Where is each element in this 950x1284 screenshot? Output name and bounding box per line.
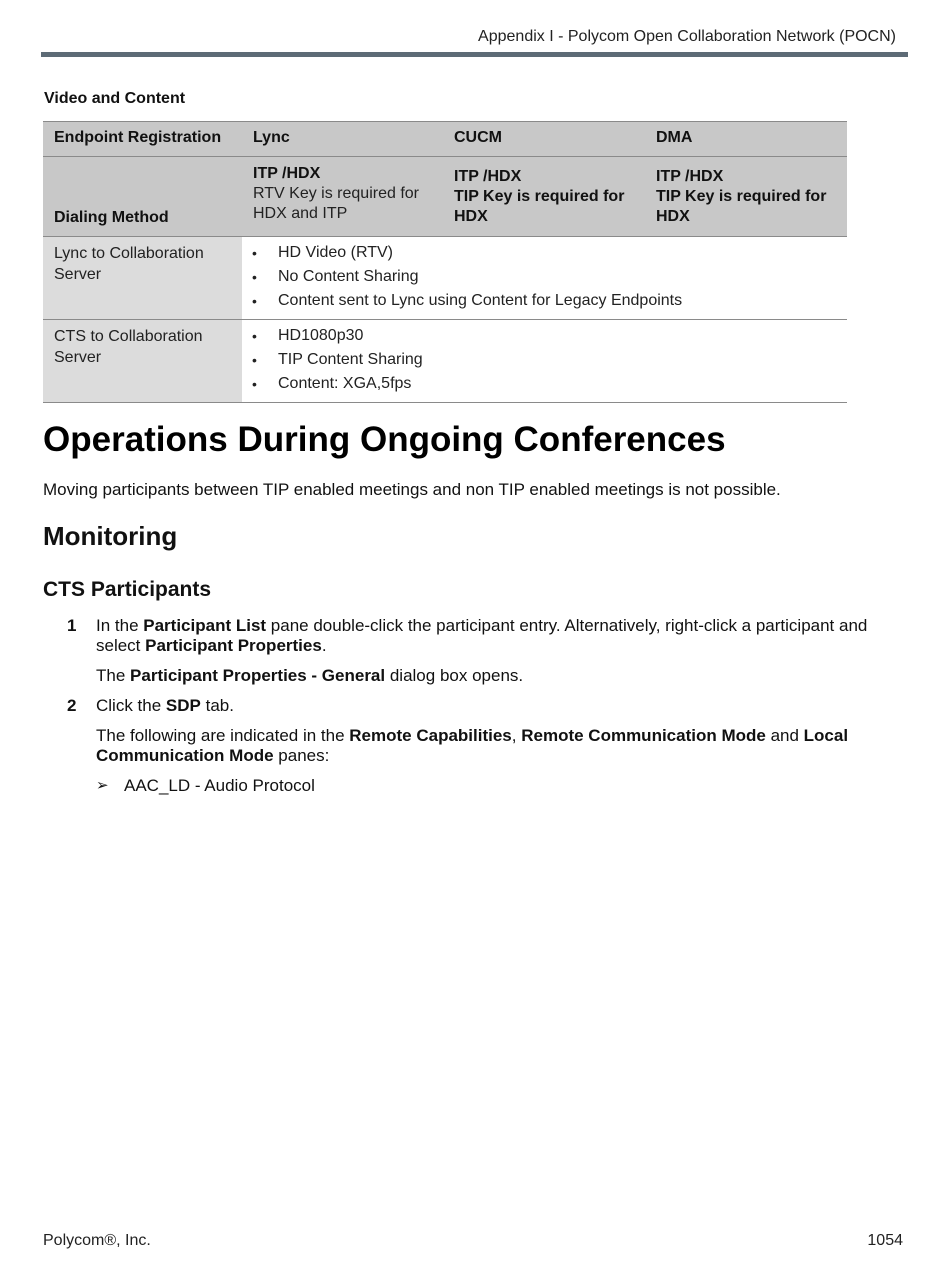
- row-label-lync-to-collaboration-server: Lync to Collaboration Server: [43, 237, 242, 319]
- bullet-item: • No Content Sharing: [252, 268, 419, 285]
- video-content-table: [43, 121, 847, 403]
- steps-list: [43, 616, 913, 796]
- footer-company: Polycom®, Inc.: [43, 1232, 151, 1249]
- column-header-endpoint-registration: Endpoint Registration: [54, 129, 222, 146]
- bullet-icon: •: [252, 328, 257, 344]
- dialing-cucm-note: TIP Key is required for HDX: [454, 188, 625, 225]
- step-text: In the Participant List pane double-click the participant entry. Alternatively, right-click a participant and select Participant Properties.: [96, 616, 868, 655]
- bullet-icon: •: [252, 352, 257, 368]
- intro-paragraph: Moving participants between TIP enabled meetings and non TIP enabled meetings is not possible.: [43, 480, 781, 499]
- step-2: [43, 696, 913, 716]
- dialing-dma-note: TIP Key is required for HDX: [656, 188, 827, 225]
- step-1: [43, 616, 913, 656]
- step-text: Click the SDP tab.: [96, 696, 234, 715]
- monitoring-heading: Monitoring: [43, 521, 178, 551]
- step-1-result: The Participant Properties - General dialog box opens.: [96, 666, 524, 685]
- bullet-item: • TIP Content Sharing: [252, 351, 423, 368]
- section-label: Video and Content: [44, 90, 186, 107]
- dialing-method-row: [43, 157, 847, 237]
- table-row: [43, 237, 847, 320]
- cts-participants-heading: CTS Participants: [43, 578, 212, 601]
- bullet-icon: •: [252, 376, 257, 392]
- step-2-detail: The following are indicated in the Remote Capabilities, Remote Communication Mode and Local Communication Mode panes:: [96, 726, 849, 765]
- bullet-item: • HD Video (RTV): [252, 244, 393, 261]
- dialing-lync-title: ITP /HDX: [253, 165, 321, 182]
- bullet-item: • Content sent to Lync using Content for Legacy Endpoints: [252, 292, 683, 309]
- dialing-cucm-cell: [443, 157, 645, 236]
- bullet-icon: •: [252, 293, 257, 309]
- table-header-row: [43, 121, 847, 157]
- bullet-item: • Content: XGA,5fps: [252, 375, 412, 392]
- bullet-item: • HD1080p30: [252, 327, 364, 344]
- dialing-method-label: Dialing Method: [54, 209, 169, 226]
- dialing-dma-cell: [645, 157, 847, 236]
- step-number: 2: [67, 696, 77, 715]
- row-bullets: [242, 320, 847, 402]
- bullet-icon: •: [252, 269, 257, 285]
- dialing-lync-note: RTV Key is required for HDX and ITP: [253, 185, 419, 222]
- bullet-icon: •: [252, 245, 257, 261]
- dialing-cucm-title: ITP /HDX: [454, 168, 522, 185]
- row-bullets: [242, 237, 847, 319]
- step-number: 1: [67, 616, 77, 635]
- table-row: [43, 320, 847, 403]
- column-header-lync: Lync: [253, 129, 290, 146]
- column-header-cucm: CUCM: [454, 129, 502, 146]
- running-header: Appendix I - Polycom Open Collaboration Network (POCN): [478, 28, 896, 45]
- arrow-list-item: ➢ AAC_LD - Audio Protocol: [96, 776, 315, 795]
- page-heading: Operations During Ongoing Conferences: [43, 420, 726, 459]
- dialing-lync-cell: [242, 157, 443, 236]
- footer-page-number: 1054: [867, 1232, 903, 1249]
- dialing-dma-title: ITP /HDX: [656, 168, 724, 185]
- header-rule: [41, 52, 908, 57]
- column-header-dma: DMA: [656, 129, 693, 146]
- row-label-cts-to-collaboration-server: CTS to Collaboration Server: [43, 320, 242, 402]
- arrow-bullet-icon: ➢: [96, 777, 109, 794]
